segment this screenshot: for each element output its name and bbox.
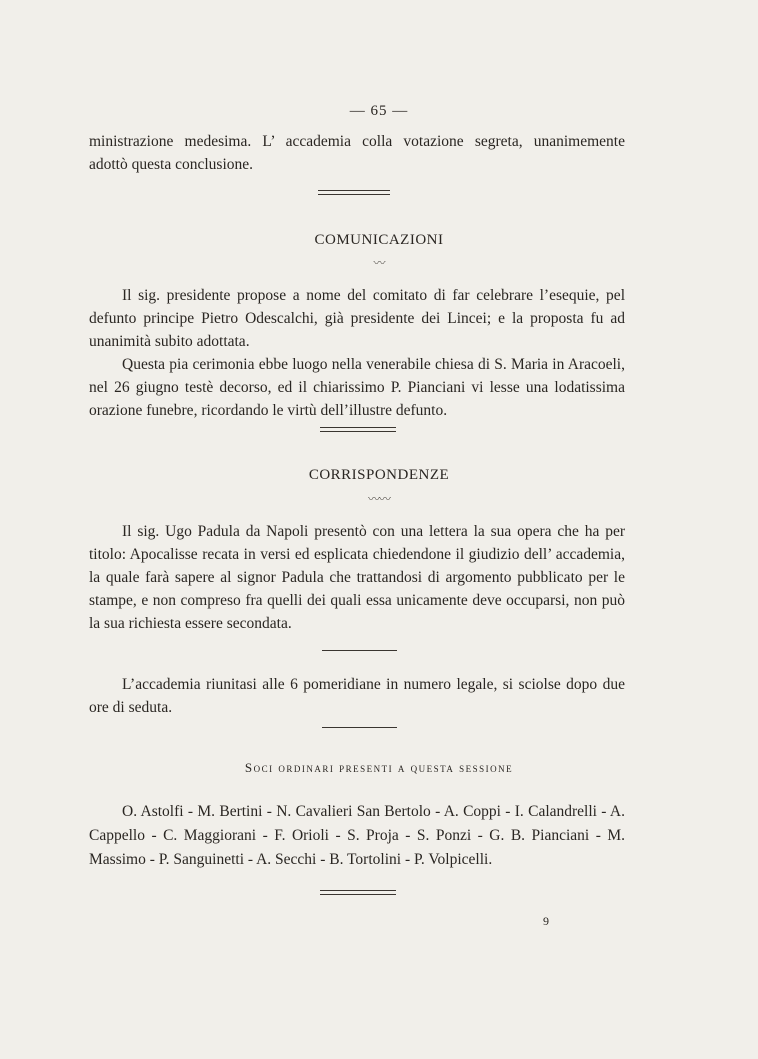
intro-paragraph (89, 130, 625, 176)
closing-paragraph-block (89, 673, 625, 719)
single-rule-divider (322, 650, 397, 651)
members-heading: Soci ordinari presenti a questa sessione (244, 760, 514, 775)
signature-mark: 9 (543, 914, 549, 928)
ornament-squiggle: 〰〰 (367, 492, 390, 506)
double-rule-divider (320, 890, 396, 895)
section-corrispondenze-body (89, 520, 625, 635)
comunicazioni-paragraph-2: Questa pia cerimonia ebbe luogo nella venerabile chiesa di S. Maria in Aracoeli, nel 26 giugno testè decorso, ed il chiarissimo P. Pianciani vi lesse una lodatissima orazione funebre, ricordando le virtù dell’illustre defunto. (89, 356, 625, 419)
ornament-squiggle: 〰 (373, 256, 385, 270)
single-rule-divider (322, 727, 397, 728)
page-number: — 65 — (349, 103, 409, 119)
comunicazioni-paragraph-1: Il sig. presidente propose a nome del comitato di far celebrare l’esequie, pel defunto principe Pietro Odescalchi, già presidente dei Lincei; e la proposta fu ad unanimità subito adottata. (89, 287, 625, 350)
members-list-block (89, 800, 625, 872)
corrispondenze-paragraph-1: Il sig. Ugo Padula da Napoli presentò con una lettera la sua opera che ha per titolo: Apocalisse recata in versi ed esplicata chiedendone il giudizio dell’ accademia, la quale farà sapere al signor Padula che trattandosi di argomento pubblicato per le stampe, e non compreso fra quelli dei quali essa unicamente deve occuparsi, non può la sua richiesta essere secondata. (89, 523, 625, 632)
section-heading-comunicazioni: COMUNICAZIONI (314, 232, 444, 248)
intro-line-1: ministrazione medesima. L’ accademia colla votazione segreta, unanimemente (89, 133, 625, 150)
section-comunicazioni-body (89, 284, 625, 422)
members-list: O. Astolfi - M. Bertini - N. Cavalieri San Bertolo - A. Coppi - I. Calandrelli - A. Cappello - C. Maggiorani - F. Orioli - S. Proja - S. Ponzi - G. B. Pianciani - M. Massimo - P. Sanguinetti - A. Secchi - B. Tortolini - P. Volpicelli. (89, 803, 625, 868)
double-rule-divider (318, 190, 390, 195)
closing-paragraph: L’accademia riunitasi alle 6 pomeridiane in numero legale, si sciolse dopo due ore di seduta. (89, 676, 625, 716)
section-heading-corrispondenze: CORRISPONDENZE (308, 467, 450, 483)
double-rule-divider (320, 427, 396, 432)
intro-line-2: adottò questa conclusione. (89, 156, 253, 173)
